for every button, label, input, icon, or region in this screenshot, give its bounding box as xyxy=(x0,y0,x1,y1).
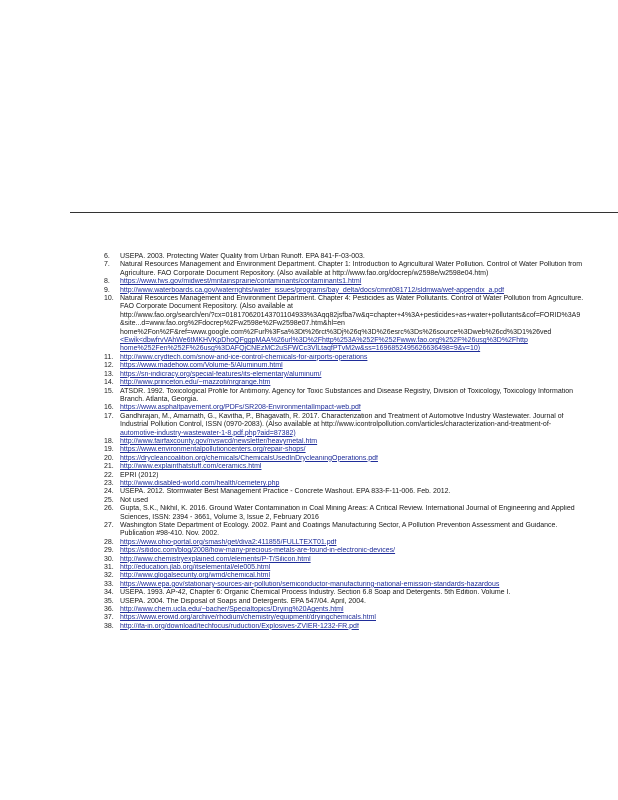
reference-number: 20. xyxy=(104,454,114,462)
reference-link[interactable]: http://www.explainthatstuff.com/ceramics.html xyxy=(120,463,262,471)
reference-text: ATSDR. 1992. Toxicological Profile for Antimony. Agency for Toxic Substances and Disease Registry, Division of Toxicology, Toxicology Information xyxy=(120,387,574,395)
reference-item xyxy=(104,354,618,362)
reference-number: 15. xyxy=(104,387,114,395)
reference-item xyxy=(104,556,618,564)
reference-text: Gupta, S.K., Nikhil, K. 2016. Ground Water Contamination in Coal Mining Areas: A Critical Review. International Journal of Engineering and Applied xyxy=(120,505,575,513)
reference-link[interactable]: https://sn-indicracy.org/special-features/its-elementary/aluminum/ xyxy=(120,370,322,378)
reference-link[interactable]: http://education.jlab.org/itselemental/ele005.html xyxy=(120,564,271,572)
reference-text: USEPA. 1993. AP-42, Chapter 6: Organic Chemical Process Industry. Section 6.8 Soap and Detergents. 5th Edition. Volume I. xyxy=(120,589,511,597)
reference-number: 11. xyxy=(104,353,114,361)
reference-text: home%2Fon%2F&ref=www.google.com%2Furl%3Fsa%3Dt%26rct%3Dj%26q%3D%26esrc%3Ds%26source%3Dweb%26cd%3D1%26ved xyxy=(120,328,552,336)
reference-link[interactable]: http://www.waterboards.ca.gov/waterrights/water_issues/programs/bay_delta/docs/cmnt081712/sldmwa/wef-appendix_a.pdf xyxy=(120,286,505,294)
reference-link[interactable]: automotive-industry-wastewater-1-8.pdf.php?aid=87382) xyxy=(120,429,296,437)
reference-number: 23. xyxy=(104,479,114,487)
reference-item xyxy=(104,623,618,631)
reference-item xyxy=(104,497,618,505)
reference-number: 36. xyxy=(104,606,114,614)
reference-item xyxy=(104,379,618,387)
reference-number: 24. xyxy=(104,488,114,496)
reference-list xyxy=(104,253,618,631)
reference-text: USEPA. 2004. The Disposal of Soaps and Detergents. EPA 547/04. April, 2004. xyxy=(120,597,366,605)
reference-number: 13. xyxy=(104,370,114,378)
reference-number: 17. xyxy=(104,412,114,420)
reference-item xyxy=(104,455,618,463)
reference-text: &site...d=www.fao.org%2Fdocrep%2Fw2598e%2Fw2598e07.htm&hl=en xyxy=(120,320,345,328)
reference-number: 33. xyxy=(104,580,114,588)
reference-number: 19. xyxy=(104,446,114,454)
reference-item xyxy=(104,539,618,547)
reference-link[interactable]: http://www.fairfaxcounty.gov/nvswcd/newsletter/heavymetal.htm xyxy=(120,437,318,445)
reference-number: 27. xyxy=(104,522,114,529)
section-divider xyxy=(70,212,618,213)
reference-text: Gandhirajan, M., Amarnath, G., Kavitha, P., Bhagavath, R. 2017. Characterization and Treatment of Automotive Industry Wastewater. Journal of xyxy=(120,412,564,420)
reference-item xyxy=(104,572,618,580)
reference-item xyxy=(104,614,618,622)
reference-link[interactable]: http://ifa-in.org/download/techfocus/ruduction/Explosives-ZVIER-1232-FR.pdf xyxy=(120,622,359,630)
reference-link[interactable]: http://www.crydtech.com/snow-and-ice-control-chemicals-for-airports-operations xyxy=(120,353,368,361)
reference-text: Sciences, ISSN: 2394 - 3661, Volume 3, Issue 2, February 2016 xyxy=(120,513,319,521)
reference-number: 28. xyxy=(104,538,114,546)
reference-text: http://www.fao.org/search/en/?cx=018170620143701104933%3Aqq82jsfba7w&q=chapter+4%3A+pesticides+as+water+pollutants&cof=FORID%3A9 xyxy=(120,311,581,319)
reference-item xyxy=(104,480,618,488)
reference-text: Branch. Atlanta, Georgia. xyxy=(120,395,199,403)
reference-item xyxy=(104,488,618,496)
reference-item xyxy=(104,564,618,572)
reference-number: 30. xyxy=(104,555,114,563)
reference-number: 14. xyxy=(104,379,114,387)
reference-item xyxy=(104,413,618,438)
reference-link[interactable]: https://www.fws.gov/midwest/mntainsprairie/contaminants/contaminants1.html xyxy=(120,278,362,286)
reference-number: 12. xyxy=(104,362,114,370)
reference-link[interactable]: https://drycleancoalition.org/chemicals/ChemicalsUsedInDrycleaningOperations.pdf xyxy=(120,454,378,462)
reference-item xyxy=(104,598,618,606)
reference-text: Not used xyxy=(120,496,149,504)
reference-item xyxy=(104,388,618,405)
reference-number: 26. xyxy=(104,505,114,513)
reference-number: 35. xyxy=(104,597,114,605)
reference-text: Natural Resources Management and Environment Department. Chapter 4: Pesticides as Water Pollutants. Control of Water Pollution from Agriculture. xyxy=(120,295,584,303)
reference-text: USEPA. 2003. Protecting Water Quality from Urban Runoff. EPA 841-F-03-003. xyxy=(120,253,365,260)
reference-number: 32. xyxy=(104,572,114,580)
reference-link[interactable]: http://www.chemistryexplained.com/elements/P-T/Silicon.html xyxy=(120,555,311,563)
reference-link[interactable]: https://www.ohio-portal.org/smash/get/diva2:411855/FULLTEXT01.pdf xyxy=(120,538,337,546)
reference-number: 7. xyxy=(104,261,110,269)
reference-item xyxy=(104,278,618,286)
reference-item xyxy=(104,261,618,278)
reference-number: 8. xyxy=(104,278,110,286)
reference-link[interactable]: https://www.madehow.com/Volume-5/Aluminum.html xyxy=(120,362,283,370)
reference-link[interactable]: https://www.environmentalpollutioncenters.org/repair-shops/ xyxy=(120,446,306,454)
reference-number: 22. xyxy=(104,471,114,479)
reference-item xyxy=(104,606,618,614)
reference-number: 16. xyxy=(104,404,114,412)
reference-item xyxy=(104,463,618,471)
reference-item xyxy=(104,371,618,379)
reference-link[interactable]: <Ewik<dbwfrvVAhWe6tMKHVKpDhoQFggpMAA%26url%3D%2Fhttp%253A%252F%252Fwww.fao.org%252F%26usg%3D%2Fhttp xyxy=(120,337,528,345)
reference-item xyxy=(104,522,618,539)
reference-link[interactable]: https://www.epa.gov/stationary-sources-air-pollution/semiconductor-manufacturing-national-emission-standards-hazardous xyxy=(120,580,500,588)
reference-link[interactable]: https://www.asphaltpavement.org/PDFs/SR208-EnvironmentalImpact-web.pdf xyxy=(120,404,361,412)
reference-item xyxy=(104,404,618,412)
reference-item xyxy=(104,253,618,261)
reference-number: 18. xyxy=(104,437,114,445)
reference-item xyxy=(104,446,618,454)
reference-link[interactable]: http://www.disabled-world.com/health/cemetery.php xyxy=(120,479,280,487)
reference-item xyxy=(104,472,618,480)
reference-number: 38. xyxy=(104,622,114,630)
reference-text: Industrial Pollution Control, ISSN (0970-2083). (Also available at http://www.icontrolpollution.com/articles/characterization-and-treatment-of- xyxy=(120,421,552,429)
reference-number: 37. xyxy=(104,614,114,622)
reference-text: Natural Resources Management and Environment Department. Chapter 1: Introduction to Agricultural Water Pollution. Control of Water Pollution from xyxy=(120,261,583,269)
reference-text: Publication #98-410. Nov. 2002. xyxy=(120,530,220,538)
reference-item xyxy=(104,287,618,295)
reference-link[interactable]: http://www.glogalsecurity.org/wmd/chemical.html xyxy=(120,572,271,580)
reference-number: 10. xyxy=(104,295,114,303)
reference-text: FAO Corporate Document Repository. (Also available at xyxy=(120,303,294,311)
reference-number: 34. xyxy=(104,589,114,597)
reference-number: 25. xyxy=(104,496,114,504)
reference-text: Agriculture. FAO Corporate Document Repository. (Also available at http://www.fao.org/docrep/w2598e/w2598e04.htm) xyxy=(120,269,489,277)
reference-number: 29. xyxy=(104,547,114,555)
reference-item xyxy=(104,581,618,589)
reference-item xyxy=(104,295,618,354)
reference-number: 9. xyxy=(104,286,110,294)
reference-number: 21. xyxy=(104,463,114,471)
reference-number: 6. xyxy=(104,253,110,260)
reference-link[interactable]: https://www.erowid.org/archive/rhodium/chemistry/equipment/dryingchemicals.html xyxy=(120,614,376,622)
reference-link[interactable]: home%252Fen%252F%26usg%3DAFQjCNEzMC2uSFWCc3VlLtaqfPTvM2w&ss=1696852495626636498=9&v=10) xyxy=(120,345,481,353)
reference-link[interactable]: https://sitidoc.com/blog/2008/how-many-precious-metals-are-found-in-electronic-devices/ xyxy=(120,547,396,555)
reference-item xyxy=(104,505,618,522)
reference-text: EPRI (2012) xyxy=(120,471,159,479)
reference-text: USEPA. 2012. Stormwater Best Management Practice - Concrete Washout. EPA 833-F-11-006. Feb. 2012. xyxy=(120,488,451,496)
reference-link[interactable]: http://www.princeton.edu/~mazzoti/nrgrange.htm xyxy=(120,379,271,387)
reference-item xyxy=(104,547,618,555)
reference-link[interactable]: http://www.chem.ucla.edu/~bacher/Specialtopics/Drying%20Agents.html xyxy=(120,606,344,614)
reference-item xyxy=(104,589,618,597)
reference-item xyxy=(104,362,618,370)
reference-item xyxy=(104,438,618,446)
reference-text: Washington State Department of Ecology. 2002. Paint and Coatings Manufacturing Sector, A Pollution Prevention Assessment and Guidance. xyxy=(120,522,558,529)
reference-number: 31. xyxy=(104,564,114,572)
